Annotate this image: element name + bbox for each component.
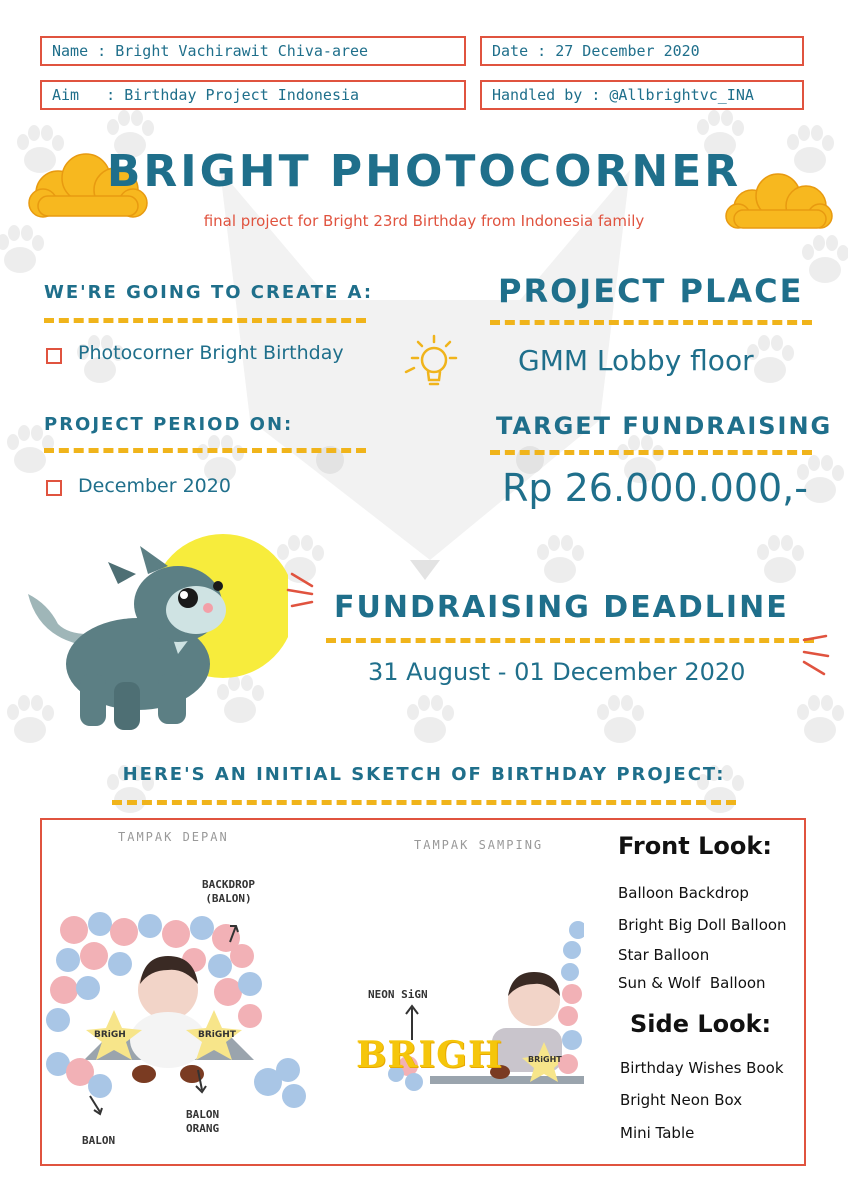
checkbox-icon — [46, 480, 62, 496]
front-look-item: Bright Big Doll Balloon — [618, 916, 787, 934]
dashed-divider — [112, 800, 736, 805]
front-look-item: Sun & Wolf Balloon — [618, 974, 766, 992]
note-balon: BALON — [82, 1134, 116, 1147]
handled-by-field: Handled by : @Allbrightvc_INA — [480, 80, 804, 110]
sketch-heading: HERE'S AN INITIAL SKETCH OF BIRTHDAY PROJECT: — [122, 764, 726, 785]
dashed-divider — [490, 450, 812, 455]
name-field: Name : Bright Vachirawit Chiva-aree — [40, 36, 466, 66]
checkbox-icon — [46, 348, 62, 364]
side-look-item: Birthday Wishes Book — [620, 1059, 784, 1077]
note-neon-sign: NEON SiGN — [368, 988, 428, 1001]
sparkle-lines-icon — [282, 566, 322, 616]
star-label: BRiGHT — [198, 1030, 236, 1040]
create-heading: WE'RE GOING TO CREATE A: — [44, 282, 374, 303]
project-place-heading: PROJECT PLACE — [498, 272, 804, 310]
wolf-illustration — [18, 524, 288, 744]
target-heading: TARGET FUNDRAISING — [496, 412, 833, 440]
project-place-value: GMM Lobby floor — [518, 344, 754, 377]
period-heading: PROJECT PERIOD ON: — [44, 414, 294, 435]
page-subtitle: final project for Bright 23rd Birthday from Indonesia family — [203, 212, 645, 230]
sketch-illustration — [44, 860, 584, 1160]
star-label: BRiGH — [94, 1030, 126, 1040]
dashed-divider — [326, 638, 814, 643]
front-look-item: Star Balloon — [618, 946, 710, 964]
create-item: Photocorner Bright Birthday — [78, 342, 344, 364]
note-balon-orang: BALON ORANG — [186, 1108, 220, 1135]
deadline-heading: FUNDRAISING DEADLINE — [334, 590, 789, 625]
sparkle-lines-icon — [798, 632, 838, 682]
neon-sign-text: BRIGH — [356, 1034, 503, 1076]
lightbulb-icon — [398, 328, 468, 398]
front-look-item: Balloon Backdrop — [618, 884, 749, 902]
target-value: Rp 26.000.000,- — [502, 466, 808, 510]
dashed-divider — [490, 320, 812, 325]
side-view-label: TAMPAK SAMPING — [414, 838, 544, 852]
front-look-heading: Front Look: — [618, 832, 772, 860]
star-label: BRiGHT — [528, 1055, 562, 1064]
side-look-heading: Side Look: — [630, 1010, 772, 1038]
dashed-divider — [44, 318, 366, 323]
period-item: December 2020 — [78, 475, 231, 497]
side-look-item: Bright Neon Box — [620, 1091, 743, 1109]
note-backdrop: BACKDROP (BALON) — [202, 878, 255, 905]
dashed-divider — [44, 448, 366, 453]
page-title: BRIGHT PHOTOCORNER — [106, 146, 742, 197]
deadline-value: 31 August - 01 December 2020 — [368, 658, 746, 686]
side-look-item: Mini Table — [620, 1124, 695, 1142]
front-view-label: TAMPAK DEPAN — [118, 830, 229, 844]
aim-field: Aim : Birthday Project Indonesia — [40, 80, 466, 110]
date-field: Date : 27 December 2020 — [480, 36, 804, 66]
